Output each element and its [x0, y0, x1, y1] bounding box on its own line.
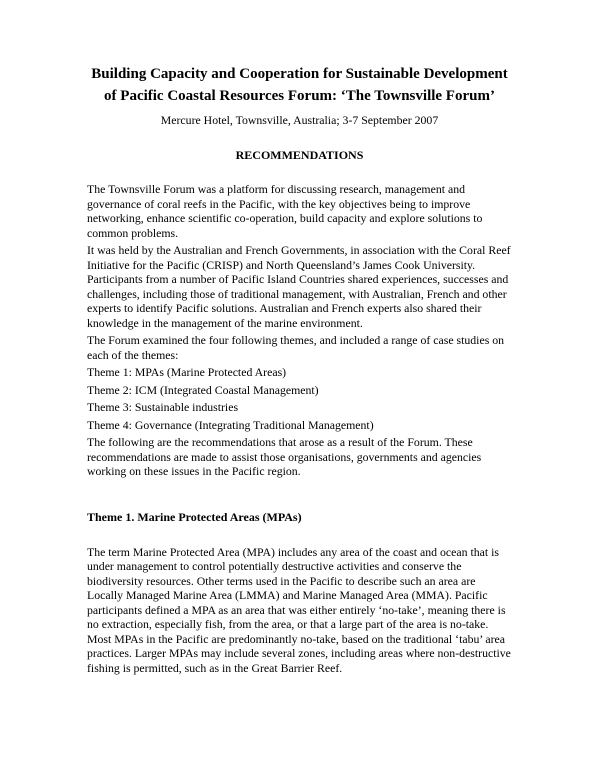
theme1-section-heading: Theme 1. Marine Protected Areas (MPAs): [87, 509, 302, 524]
recommendations-heading: RECOMMENDATIONS: [235, 148, 364, 162]
intro-paragraph-1: The Townsville Forum was a platform for discussing research, management and governance of coral reefs in the Pacific, with the key objectives being to improve networking, enhance scientific co-operation, build capacity and explore solutions to common problems.: [87, 182, 483, 240]
document-title: [87, 63, 512, 107]
theme-item-3: Theme 3: Sustainable industries: [87, 400, 239, 414]
intro-paragraph-2: It was held by the Australian and French Governments, in association with the Coral Reef Initiative for the Pacific (CRISP) and North Queensland’s James Cook University. Participants from a number of Pacific Island Countries shared experiences, successes and challenges, including those of traditional management, with Australian, French and other experts to identify Pacific solutions. Australian and French experts also shared their knowledge in the management of the marine environment.: [87, 243, 511, 330]
theme-item-2: Theme 2: ICM (Integrated Coastal Management): [87, 382, 319, 397]
intro-paragraph-3: The Forum examined the four following themes, and included a range of case studies on each of the themes:: [87, 333, 505, 362]
theme1-body-paragraph: The term Marine Protected Area (MPA) includes any area of the coast and ocean that is under management to control potentially destructive activities and conserve the biodiversity resources. Other terms used in the Pacific to describe such an area are Locally Managed Marine Area (LMMA) and Marine Managed Area (MMA). Pacific participants defined a MPA as an area that was either entirely ‘no-take’, meaning there is no extraction, especially fish, from the area, or that a large part of the area is no-take. Most MPAs in the Pacific are predominantly no-take, based on the traditional ‘tabu’ area practices. Larger MPAs may include several zones, including areas where non-destructive fishing is permitted, such as in the Great Barrier Reef.: [87, 544, 511, 675]
theme-list: [87, 365, 512, 432]
theme-item-1: Theme 1: MPAs (Marine Protected Areas): [87, 365, 287, 379]
theme-item-4: Theme 4: Governance (Integrating Traditional Management): [87, 417, 374, 432]
document-title-line-1: Building Capacity and Cooperation for Sustainable Development: [91, 66, 508, 82]
document-title-line-2: of Pacific Coastal Resources Forum: ‘The Townsville Forum’: [104, 88, 495, 104]
event-location-date-subtitle: Mercure Hotel, Townsville, Australia; 3-7 September 2007: [160, 113, 439, 127]
closing-paragraph: The following are the recommendations that arose as a result of the Forum. These recommendations are made to assist those organisations, governments and agencies working on these issues in the Pacific region.: [87, 435, 482, 478]
